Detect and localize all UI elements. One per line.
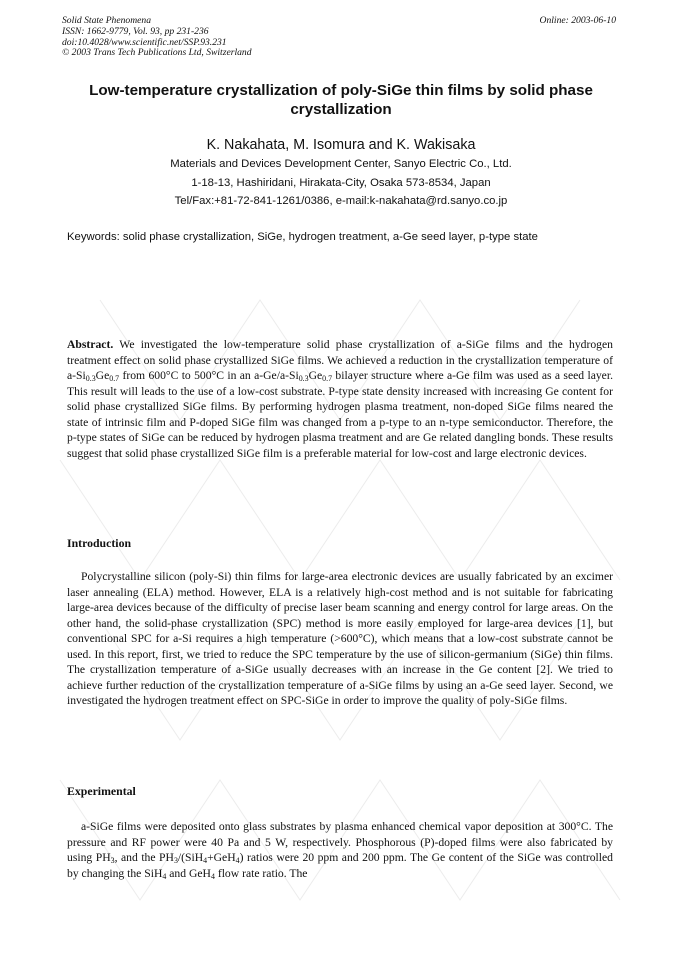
affiliation-institution: Materials and Devices Development Center, Sanyo Electric Co., Ltd.	[170, 158, 512, 170]
experimental-text: and GeH	[166, 866, 211, 880]
subscript: 0.3	[298, 373, 309, 383]
abstract-paragraph	[67, 337, 613, 461]
keywords: Keywords: solid phase crystallization, SiGe, hydrogen treatment, a-Ge seed layer, p-type state	[67, 231, 538, 243]
introduction-heading: Introduction	[67, 536, 132, 550]
experimental-text: +GeH	[207, 851, 236, 864]
subscript: 4	[235, 855, 240, 865]
subscript: 0.7	[109, 373, 120, 383]
author-list: K. Nakahata, M. Isomura and K. Wakisaka	[206, 137, 476, 153]
experimental-paragraph	[67, 819, 613, 881]
copyright-line: © 2003 Trans Tech Publications Ltd, Switzerland	[62, 47, 252, 59]
journal-info	[62, 16, 252, 59]
abstract-text: bilayer structure where a-Ge film was used as a seed layer. This result will leads to the use of a low-cost substrate. P-type state density increased with increasing Ge content for solid phase crystallized SiGe films. By performing hydrogen plasma treatment, non-doped SiGe films neared the state of intrinsic film and P-doped SiGe film was changed from a p-type to an n-type semiconductor. Therefore, the p-type states of SiGe can be reduced by hydrogen plasma treatment and are Ge related dangling bonds. These results suggest that solid phase crystallized SiGe film is a preferable material for low-cost and large electronic devices.	[67, 369, 613, 460]
abstract-text: Ge	[308, 369, 323, 382]
experimental-heading: Experimental	[67, 784, 136, 798]
subscript: 0.3	[85, 373, 96, 383]
experimental-text: /(SiH	[177, 851, 204, 864]
abstract-text: Ge	[95, 369, 110, 382]
experimental-text: flow rate ratio. The	[214, 866, 308, 880]
subscript: 4	[203, 855, 208, 865]
introduction-paragraph: Polycrystalline silicon (poly-Si) thin films for large-area electronic devices are usually fabricated by an excimer laser annealing (ELA) method. However, ELA is a relatively high-cost method and is not suitable for fabricating large-area devices because of the difficulty of precise laser beam scanning and energy control for large areas. On the other hand, the solid-phase crystallization (SPC) method is more easily employed for large-area devices [1], but conventional SPC for a-Si requires a high temperature (>600°C), which means that a low-cost substrate cannot be used. In this report, first, we tried to reduce the SPC temperature by the use of silicon-germanium (SiGe) thin films. The crystallization temperature of a-SiGe usually decreases with an increase in the Ge content [2]. We tried to achieve further reduction of the crystallization temperature of a-SiGe films by using an a-Ge seed layer. Second, we investigated the hydrogen treatment effect on SPC-SiGe in order to improve the quality of poly-SiGe films.	[67, 570, 613, 707]
paper-title: Low-temperature crystallization of poly-SiGe thin films by solid phase crystallization	[89, 82, 593, 118]
experimental-text: a-SiGe films were deposited onto glass substrates by plasma enhanced chemical vapor deposition at 300°C. The pressure and RF power were 40 Pa and 5 W, respectively. Phosphorous (P)-doped films were also fabricated by using PH	[67, 820, 613, 864]
subscript: 4	[162, 871, 167, 881]
subscript: 3	[110, 855, 115, 865]
abstract-text: We investigated the low-temperature solid phase crystallization of a-SiGe films and the hydrogen treatment effect on solid phase crystallized SiGe films. We achieved a reduction in the crystallization temperature of a-Si	[67, 338, 613, 382]
abstract-label: Abstract.	[67, 338, 114, 351]
experimental-text: ) ratios were 20 ppm and 200 ppm. The Ge content of the SiGe was controlled by changing the SiH	[67, 851, 613, 880]
subscript: 4	[210, 871, 215, 881]
abstract-text: from 600°C to 500°C in an a-Ge/a-Si	[119, 369, 299, 382]
subscript: 3	[173, 855, 178, 865]
affiliation-address: 1-18-13, Hashiridani, Hirakata-City, Osaka 573-8534, Japan	[191, 177, 491, 189]
online-date: Online: 2003-06-10	[539, 15, 616, 26]
experimental-text: , and the PH	[114, 851, 174, 864]
journal-name: Solid State Phenomena	[62, 15, 151, 26]
issn-line: ISSN: 1662-9779, Vol. 93, pp 231-236	[62, 25, 209, 37]
doi-line: doi:10.4028/www.scientific.net/SSP.93.231	[62, 36, 227, 48]
affiliation-contact: Tel/Fax:+81-72-841-1261/0386, e-mail:k-nakahata@rd.sanyo.co.jp	[174, 195, 508, 207]
subscript: 0.7	[322, 373, 333, 383]
